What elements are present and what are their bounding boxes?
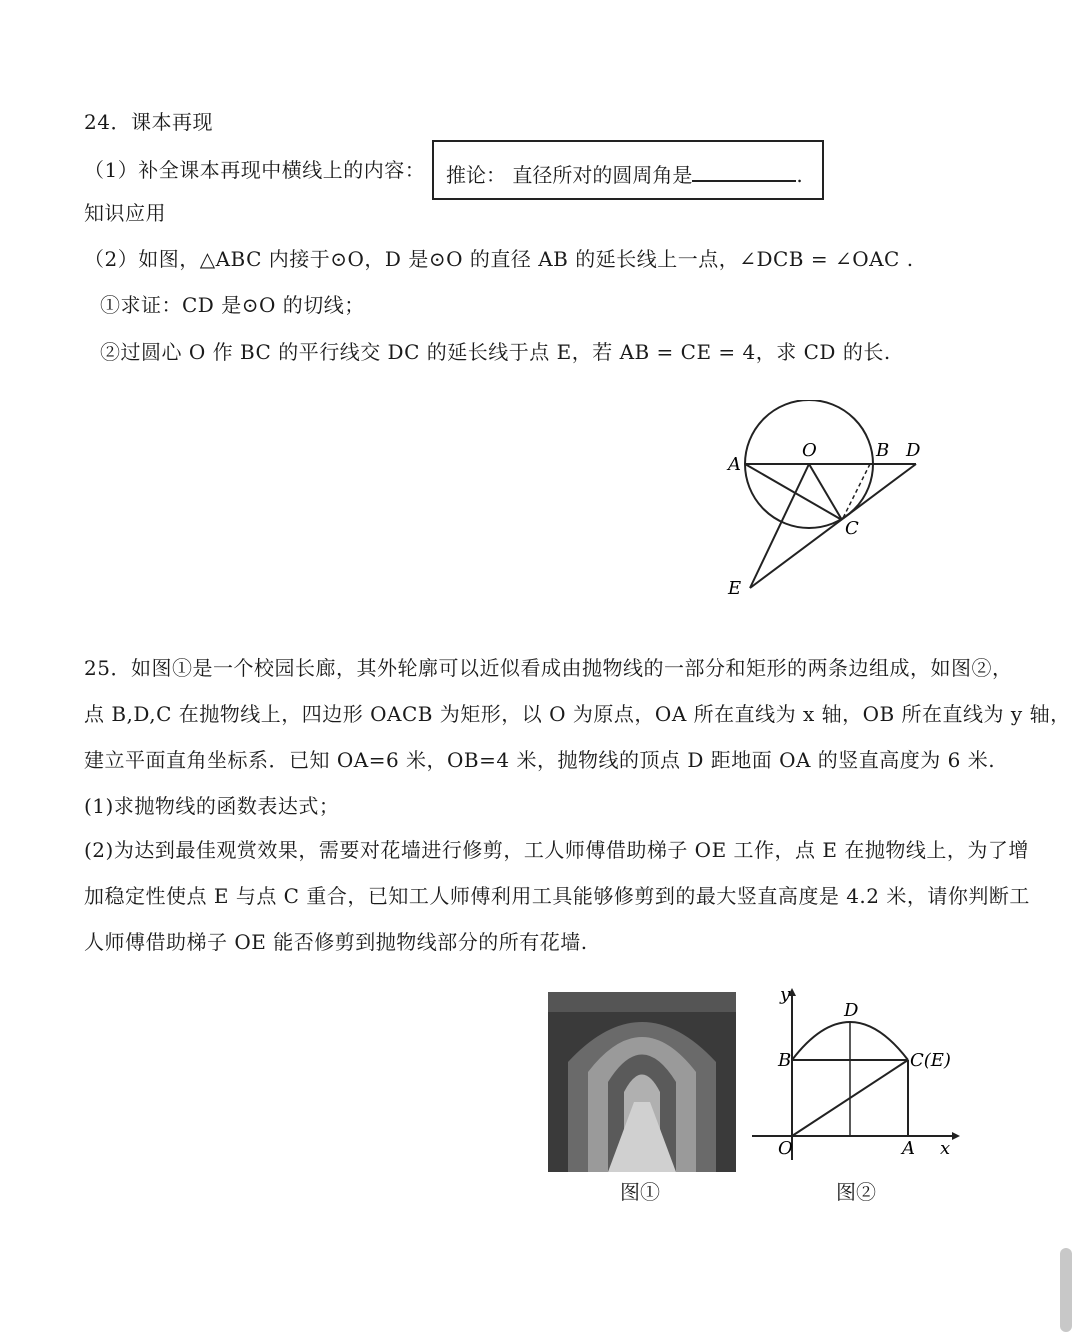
label-d2: D — [844, 1000, 859, 1021]
q24-item2: ②过圆心 O 作 BC 的平行线交 DC 的延长线于点 E，若 AB = CE = 4，求 CD 的长. — [100, 340, 891, 364]
answer-blank — [692, 164, 796, 182]
label-c2: C(E) — [910, 1050, 951, 1071]
q25-line3: 建立平面直角坐标系．已知 OA=6 米，OB=4 米，抛物线的顶点 D 距地面 OA 的竖直高度为 6 米. — [84, 748, 996, 772]
label-x2: x — [940, 1138, 951, 1159]
inference-text — [446, 159, 803, 188]
label-e: E — [728, 578, 742, 599]
corridor-photo — [548, 992, 736, 1172]
label-o: O — [802, 440, 817, 461]
section-heading: 知识应用 — [84, 201, 166, 225]
figure2-caption: 图② — [836, 1180, 876, 1204]
label-d: D — [906, 440, 921, 461]
label-b: B — [876, 440, 890, 461]
label-b2: B — [778, 1050, 792, 1071]
figure1-caption: 图① — [620, 1180, 660, 1204]
label-o2: O — [778, 1138, 793, 1159]
q24-part2: （2）如图，△ABC 内接于⊙O，D 是⊙O 的直径 AB 的延长线上一点，∠DCB = ∠OAC . — [84, 247, 914, 271]
parabola-figure — [752, 984, 964, 1166]
q25-part1: (1)求抛物线的函数表达式； — [84, 794, 340, 818]
q25-part2-line3: 人师傅借助梯子 OE 能否修剪到抛物线部分的所有花墙. — [84, 930, 588, 954]
label-a: A — [728, 454, 741, 475]
inference-label: 推论： 直径所对的圆周角是 — [446, 163, 693, 187]
line-oe — [750, 464, 809, 588]
line-de — [750, 464, 916, 588]
q25-line2: 点 B,D,C 在抛物线上，四边形 OACB 为矩形，以 O 为原点，OA 所在直线为 x 轴，OB 所在直线为 y 轴， — [84, 702, 1071, 726]
inference-end: . — [796, 163, 803, 187]
q25-part2-line1: (2)为达到最佳观赏效果，需要对花墙进行修剪，工人师傅借助梯子 OE 工作，点 E 在抛物线上，为了增 — [84, 838, 1029, 862]
q24-item1: ①求证：CD 是⊙O 的切线； — [100, 293, 365, 317]
label-y: y — [780, 984, 791, 1005]
line-ac — [745, 464, 842, 520]
label-a2: A — [902, 1138, 915, 1159]
inference-box — [432, 140, 824, 200]
q24-title: 24．课本再现 — [84, 110, 213, 134]
x-axis-arrow — [952, 1132, 960, 1140]
circle-figure — [720, 400, 940, 600]
q25-line1: 25．如图①是一个校园长廊，其外轮廓可以近似看成由抛物线的一部分和矩形的两条边组成，如图②， — [84, 656, 1013, 680]
q25-part2-line2: 加稳定性使点 E 与点 C 重合，已知工人师傅利用工具能够修剪到的最大竖直高度是 4.2 米，请你判断工 — [84, 884, 1030, 908]
label-c: C — [845, 518, 859, 539]
q24-part1: （1）补全课本再现中横线上的内容： — [84, 158, 426, 182]
scrollbar[interactable] — [1060, 1248, 1072, 1332]
